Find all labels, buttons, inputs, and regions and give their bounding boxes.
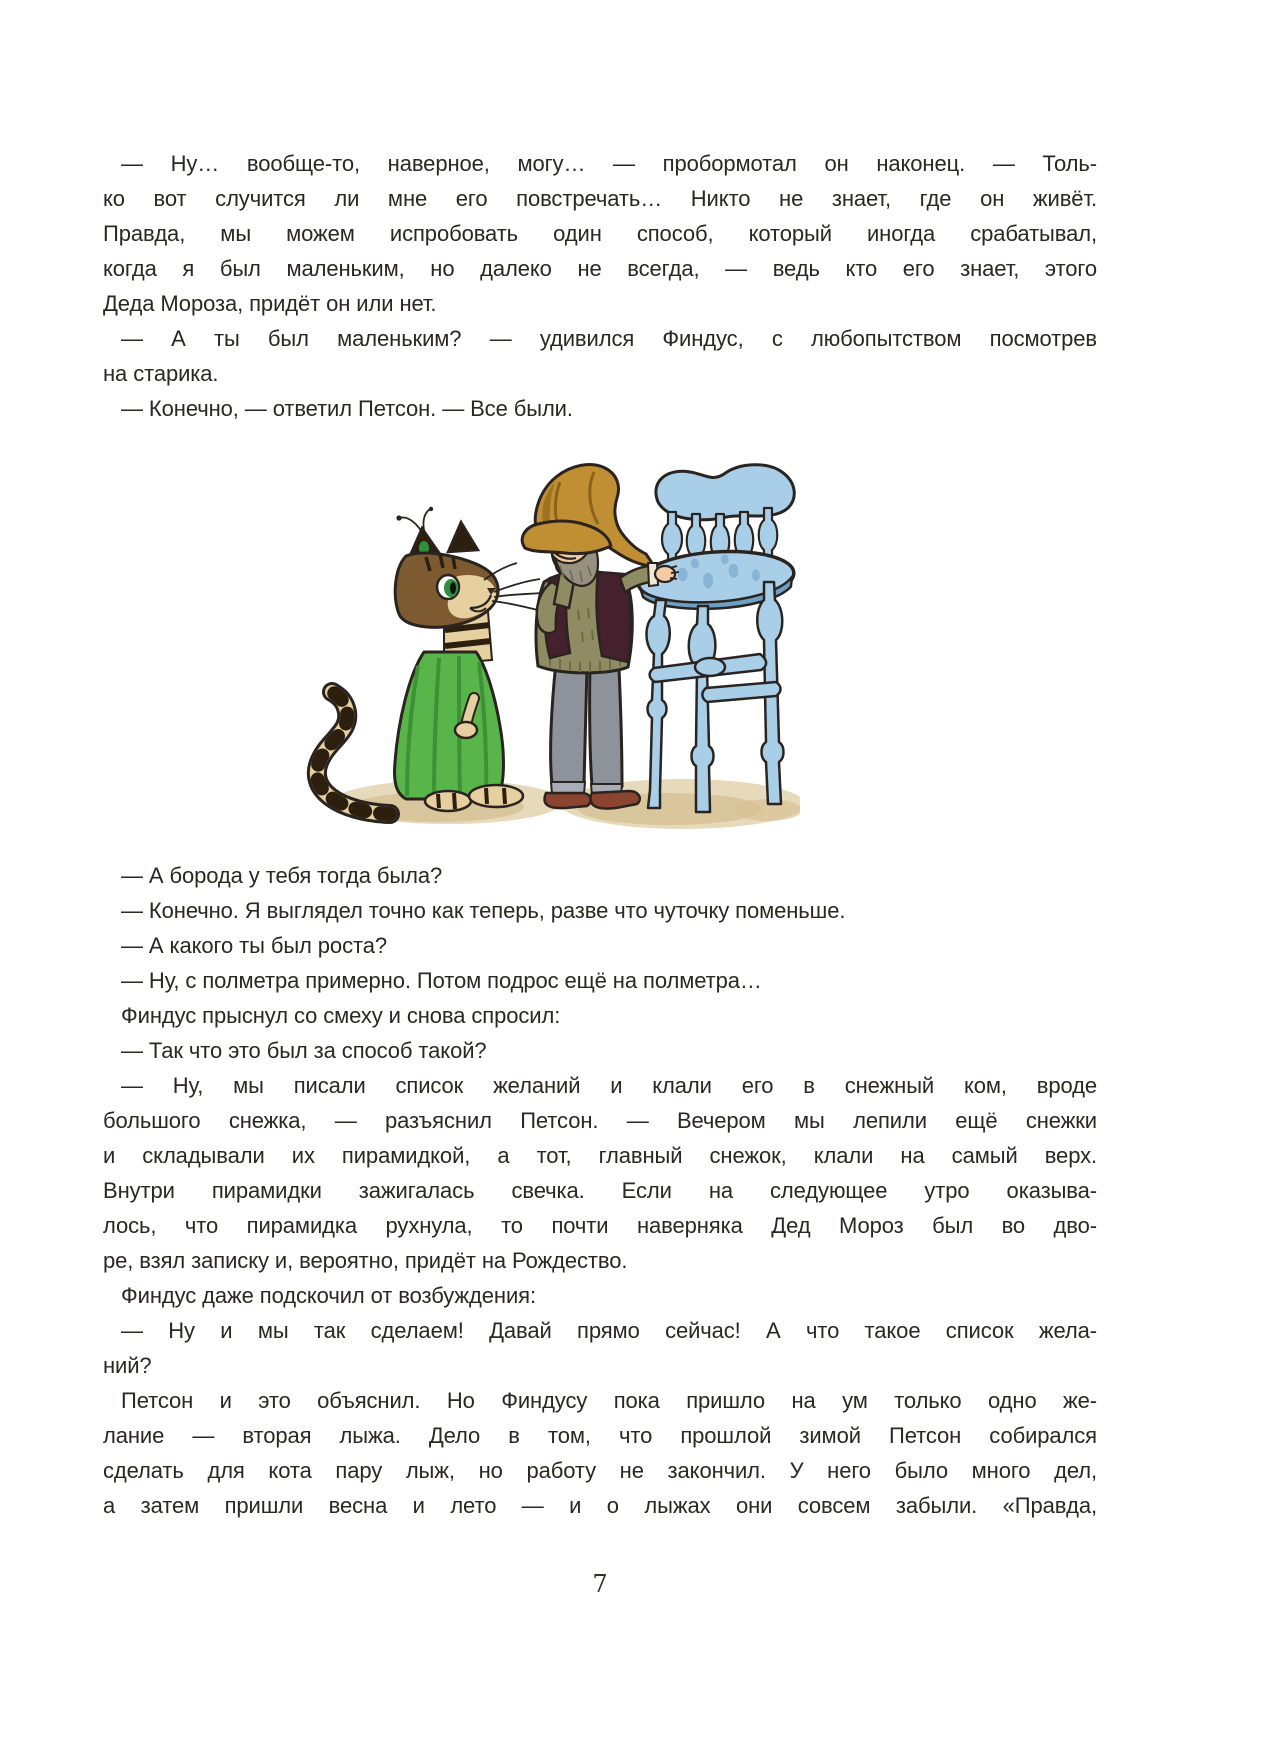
text-top (103, 146, 1097, 426)
text-line: Деда Мороза, придёт он или нет. (103, 291, 437, 316)
paragraph (103, 391, 1097, 426)
paragraph (103, 893, 1097, 928)
illustration (298, 460, 800, 840)
paragraph (103, 1313, 1097, 1383)
text-line: ре, взял записку и, вероятно, придёт на Рождество. (103, 1248, 628, 1273)
hat (522, 465, 654, 566)
text-line: — Конечно, — ответил Петсон. — Все были. (121, 396, 573, 421)
text-line: — А какого ты был роста? (121, 933, 387, 958)
paragraph (103, 146, 1097, 321)
text-line: — Так что это был за способ такой? (121, 1038, 487, 1063)
page-number: 7 (592, 1570, 608, 1598)
text-line: — Ну, мы писали список желаний и клали его в снежный ком, вроде (121, 1073, 1097, 1098)
text-line: Финдус даже подскочил от возбуждения: (121, 1283, 536, 1308)
text-line: — Конечно. Я выглядел точно как теперь, разве что чуточку поменьше. (121, 898, 846, 923)
blue-chair (636, 465, 796, 812)
paragraph (103, 858, 1097, 893)
text-line: Внутри пирамидки зажигалась свечка. Если на следующее утро оказыва- (103, 1178, 1097, 1203)
paragraph (103, 1068, 1097, 1278)
text-line: — А ты был маленьким? — удивился Финдус, с любопытством посмотрев (121, 326, 1097, 351)
paragraph (103, 963, 1097, 998)
cat-head (395, 507, 543, 627)
paragraph (103, 1278, 1097, 1313)
text-line: когда я был маленьким, но далеко не всегда, — ведь кто его знает, этого (103, 256, 1097, 281)
text-line: Правда, мы можем испробовать один способ, который иногда срабатывал, (103, 221, 1097, 246)
text-line: — А борода у тебя тогда была? (121, 863, 443, 888)
text-line: на старика. (103, 361, 219, 386)
text-line: Финдус прыснул со смеху и снова спросил: (121, 1003, 561, 1028)
cat-findus (317, 507, 543, 814)
chair-legs (647, 582, 784, 812)
text-line: большого снежка, — разъяснил Петсон. — Вечером мы лепили ещё снежки (103, 1108, 1097, 1133)
text-line: лось, что пирамидка рухнула, то почти наверняка Дед Мороз был во дво- (103, 1213, 1097, 1238)
illustration-svg (298, 460, 800, 840)
text-line: — Ну… вообще-то, наверное, могу… — пробормотал он наконец. — Толь- (121, 151, 1097, 176)
paragraph (103, 321, 1097, 391)
text-line: ко вот случится ли мне его повстречать… Никто не знает, где он живёт. (103, 186, 1097, 211)
text-line: и складывали их пирамидкой, а тот, главный снежок, клали на самый верх. (103, 1143, 1097, 1168)
text-line: сделать для кота пару лыж, но работу не закончил. У него было много дел, (103, 1458, 1097, 1483)
text-line: лание — вторая лыжа. Дело в том, что прошлой зимой Петсон собирался (103, 1423, 1097, 1448)
text-line: ний? (103, 1353, 152, 1378)
text-line: — Ну, с полметра примерно. Потом подрос ещё на полметра… (121, 968, 762, 993)
text-line: а затем пришли весна и лето — и о лыжах они совсем забыли. «Правда, (103, 1493, 1097, 1518)
paragraph (103, 1383, 1097, 1523)
text-bottom (103, 858, 1097, 1523)
paragraph (103, 998, 1097, 1033)
paragraph (103, 928, 1097, 963)
text-line: Петсон и это объяснил. Но Финдусу пока пришло на ум только одно же- (121, 1388, 1097, 1413)
text-line: — Ну и мы так сделаем! Давай прямо сейчас! А что такое список жела- (121, 1318, 1097, 1343)
paragraph (103, 1033, 1097, 1068)
